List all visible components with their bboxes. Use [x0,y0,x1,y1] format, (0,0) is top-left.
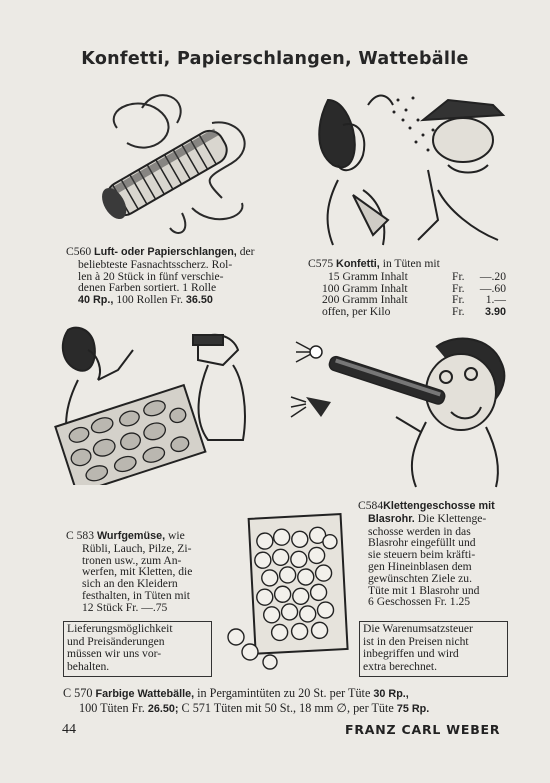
c570-code: C 570 [63,686,93,700]
blowpipe-illustration [286,322,516,492]
c584-line6: gen Hineinblasen dem [368,559,472,573]
brand-name: FRANZ CARL WEBER [345,722,501,737]
c575-row [308,306,506,319]
c583-name: Wurfgemüse, [96,530,166,542]
c575-row-label: 15 Gramm Inhalt [328,269,408,283]
delivery-note-line: und Preisänderungen [67,634,165,648]
c575-code: C575 [308,257,334,270]
c583-line6: festhalten, in Tüten mit [82,588,190,602]
c560-line4: denen Farben sortiert. 1 Rolle [78,281,217,295]
confetti-people-illustration [298,80,508,255]
page-number: 44 [62,722,76,737]
tax-note-line: Die Warenumsatzsteuer [363,622,473,635]
cotton-balls-illustration [222,512,357,672]
c575-row-currency: Fr. [452,281,465,295]
c570-line1-rest: in Pergamintüten zu 20 St. per Tüte [197,686,371,700]
c584-code: C584 [358,499,384,512]
c571-price: 75 Rp. [396,702,430,715]
tax-note-box [359,621,508,677]
c575-row-price: —.20 [479,269,506,283]
c584-name-cont: Blasrohr. [368,512,415,525]
c575-row-price: 1.— [485,293,506,307]
c583-line1-rest: wie [168,529,185,542]
c583-line2: Rübli, Lauch, Pilze, Zi- [82,541,192,555]
c584-description [358,500,495,608]
vegetables-illustration [48,320,258,485]
c560-description [66,246,255,307]
c583-description [66,530,192,614]
c583-line7: 12 Stück Fr. —.75 [82,600,168,614]
c570-description [63,687,429,716]
c584-line2-rest: Die Klettenge- [417,511,487,525]
c584-line7: gewünschten Ziele zu. [368,571,472,585]
c575-row-price: —.60 [479,281,506,295]
c575-row-currency: Fr. [452,269,465,283]
c570-price-100: 26.50; [147,702,179,715]
c584-line3: schosse werden in das [368,524,471,538]
c575-row [308,271,506,283]
c560-line3: len à 20 Stück in fünf verschie- [78,269,224,283]
c570-price: 30 Rp., [373,688,409,700]
delivery-note-line: müssen wir uns vor- [67,647,162,661]
c575-row-label: 100 Gramm Inhalt [322,281,408,295]
c575-row-label: offen, per Kilo [322,305,391,319]
c560-price-100: 36.50 [185,294,213,307]
c560-name: Luft- oder Papierschlangen, [94,246,237,258]
c575-row-price: 3.90 [484,306,506,319]
c575-row-label: 200 Gramm Inhalt [322,293,408,307]
c584-line5: sie steuern beim kräfti- [368,548,476,562]
c570-name: Farbige Wattebälle, [95,688,195,700]
c575-name: Konfetti, [336,258,380,270]
c575-row-currency: Fr. [452,305,465,319]
tax-note-line: extra berechnet. [363,659,438,673]
c560-line5-text: 100 Rollen Fr. [116,293,183,307]
c583-line4: werfen, mit Kletten, die [82,565,193,579]
c575-intro: in Tüten mit [382,257,440,270]
c584-name: Klettengeschosse mit [383,500,495,512]
c570-line2-text: 100 Tüten Fr. [79,700,145,715]
c560-code: C560 [66,245,92,258]
tax-note-line: ist in den Preisen nicht [363,634,469,648]
c575-description [308,258,506,319]
c584-line8: Tüte mit 1 Blasrohr und [368,583,480,597]
c560-line2: beliebteste Fasnachtsscherz. Rol- [78,257,233,271]
c583-line3: tronen usw., zum An- [82,553,182,567]
c571-text: C 571 Tüten mit 50 St., 18 mm ∅, per Tüte [181,700,394,715]
delivery-note-line: behalten. [67,659,110,673]
tax-note-line: inbegriffen und wird [363,647,459,661]
c575-row-currency: Fr. [452,293,465,307]
c584-line9: 6 Geschossen Fr. 1.25 [368,595,471,609]
c583-code: C 583 [66,529,95,542]
c560-line1-rest: der [239,245,255,258]
page-title: Konfetti, Papierschlangen, Wattebälle [81,49,469,69]
c583-line5: sich an den Kleidern [82,577,178,591]
c584-line4: Blasrohr eingefüllt und [368,536,476,550]
streamers-illustration [82,88,267,238]
c560-price-single: 40 Rp., [78,294,114,307]
delivery-note-line: Lieferungsmöglichkeit [67,622,173,635]
delivery-note-box [63,621,212,677]
